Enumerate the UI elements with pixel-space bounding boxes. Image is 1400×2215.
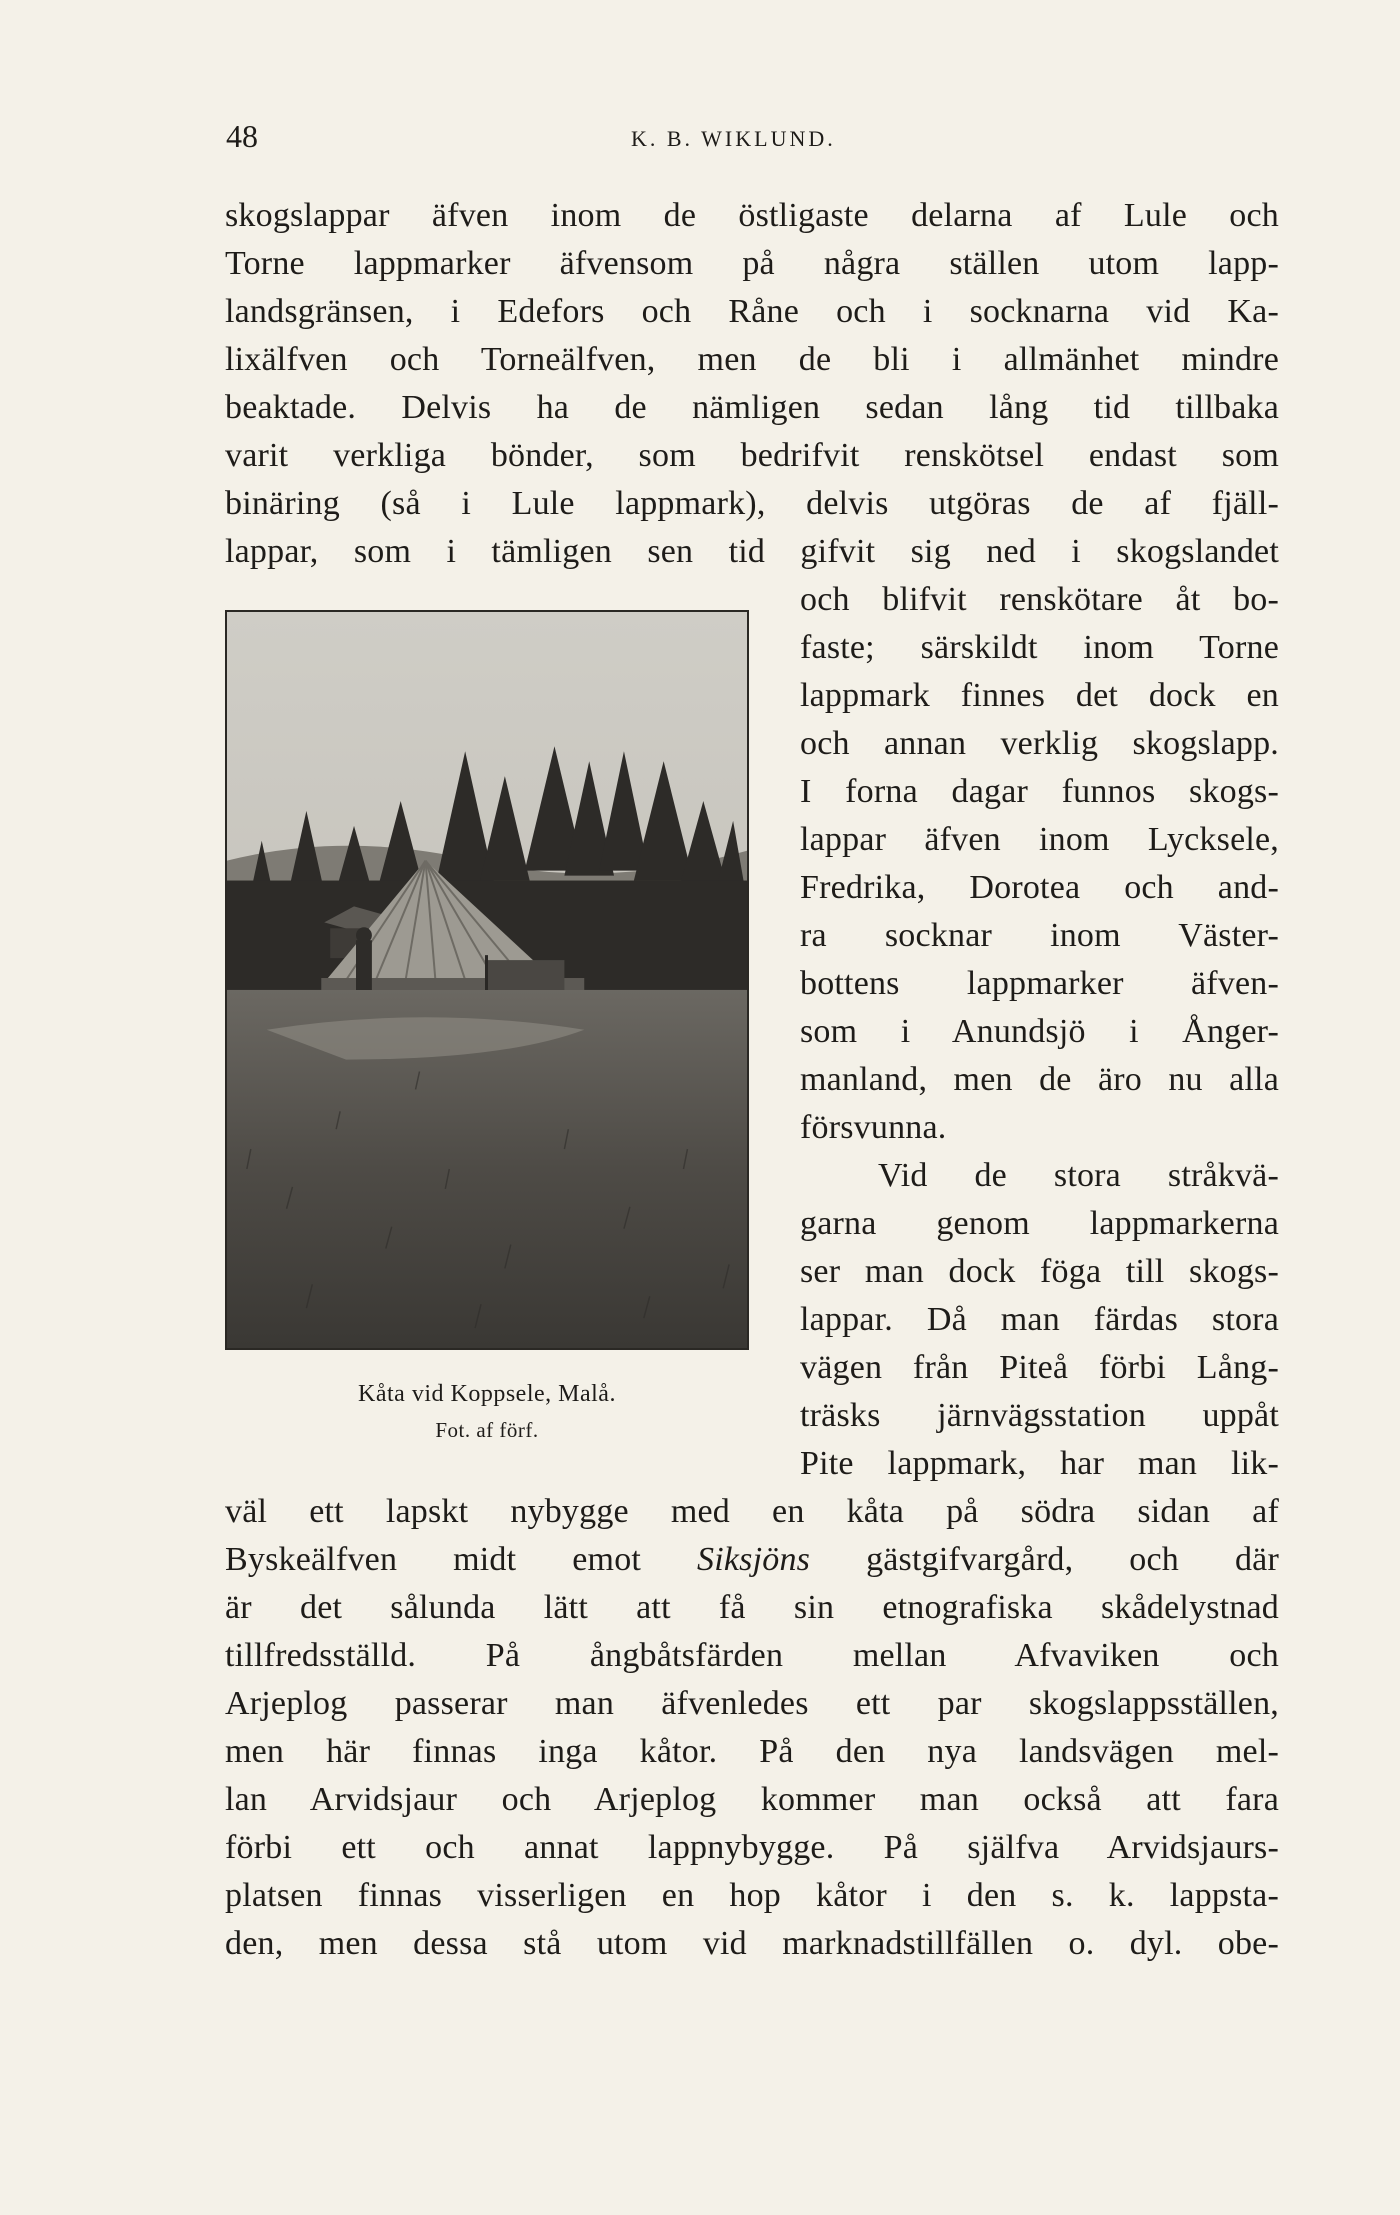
text-line: men här finnas inga kåtor. På den nya landsvägen mel- [225,1733,1279,1770]
text-line: lappmark finnes det dock en [800,677,1279,714]
photo-illustration [227,612,747,1348]
text-line: lappar äfven inom Lycksele, [800,821,1279,858]
text-line: landsgränsen, i Edefors och Råne och i socknarna vid Ka- [225,293,1279,330]
text-line: är det sålunda lätt att få sin etnografiska skådelystnad [225,1589,1279,1626]
text-line: binäring (så i Lule lappmark), delvis utgöras de af fjäll- [225,485,1279,522]
text-line: försvunna. [800,1109,947,1146]
text-line: som i Anundsjö i Ånger- [800,1013,1279,1050]
text-line: tillfredsställd. På ångbåtsfärden mellan Afvaviken och [225,1637,1279,1674]
figure-caption: Kåta vid Koppsele, Malå. [358,1381,616,1407]
text-line: Arjeplog passerar man äfvenledes ett par skogslappsställen, [225,1685,1279,1722]
text-line: Vid de stora stråkvä- [878,1157,1279,1194]
text-line: I forna dagar funnos skogs- [800,773,1279,810]
text-line: platsen finnas visserligen en hop kåtor i den s. k. lappsta- [225,1877,1279,1914]
text-line: lappar. Då man färdas stora [800,1301,1279,1338]
text-line: och annan verklig skogslapp. [800,725,1279,762]
text-line: den, men dessa stå utom vid marknadstillfällen o. dyl. obe- [225,1925,1279,1962]
text-line: lan Arvidsjaur och Arjeplog kommer man också att fara [225,1781,1279,1818]
page-header [226,118,1280,158]
text-line: bottens lappmarker äfven- [800,965,1279,1002]
text-line: garna genom lappmarkerna [800,1205,1279,1242]
text-line: skogslappar äfven inom de östligaste delarna af Lule och [225,197,1279,234]
italic-place-name: Siksjöns [697,1541,811,1578]
text-line: beaktade. Delvis ha de nämligen sedan lång tid tillbaka [225,389,1279,426]
text-line: Pite lappmark, har man lik- [800,1445,1279,1482]
running-head: K. B. WIKLUND. [631,126,836,151]
photo-credit: Fot. af förf. [435,1418,539,1442]
text-line: lappar, som i tämligen sen tid gifvit sig ned i skogslandet [225,533,1279,570]
text-line: Fredrika, Dorotea och and- [800,869,1279,906]
text-line: lixälfven och Torneälfven, men de bli i allmänhet mindre [225,341,1279,378]
text-line: Torne lappmarker äfvensom på några ställen utom lapp- [225,245,1279,282]
text-line: faste; särskildt inom Torne [800,629,1279,666]
photograph-kata [225,610,749,1350]
text-line: träsks järnvägsstation uppåt [800,1397,1279,1434]
text-line: ra socknar inom Väster- [800,917,1279,954]
text-line: varit verkliga bönder, som bedrifvit renskötsel endast som [225,437,1279,474]
text-line: väl ett lapskt nybygge med en kåta på södra sidan af [225,1493,1279,1530]
text-line: manland, men de äro nu alla [800,1061,1279,1098]
page-number: 48 [226,118,258,154]
text-line: ser man dock föga till skogs- [800,1253,1279,1290]
text-line: förbi ett och annat lappnybygge. På själfva Arvidsjaurs- [225,1829,1279,1866]
text-line: vägen från Piteå förbi Lång- [800,1349,1279,1386]
text-line: Byskeälfven midt emot Siksjöns gästgifvargård, och där [225,1541,1279,1578]
text-line: och blifvit renskötare åt bo- [800,581,1279,618]
